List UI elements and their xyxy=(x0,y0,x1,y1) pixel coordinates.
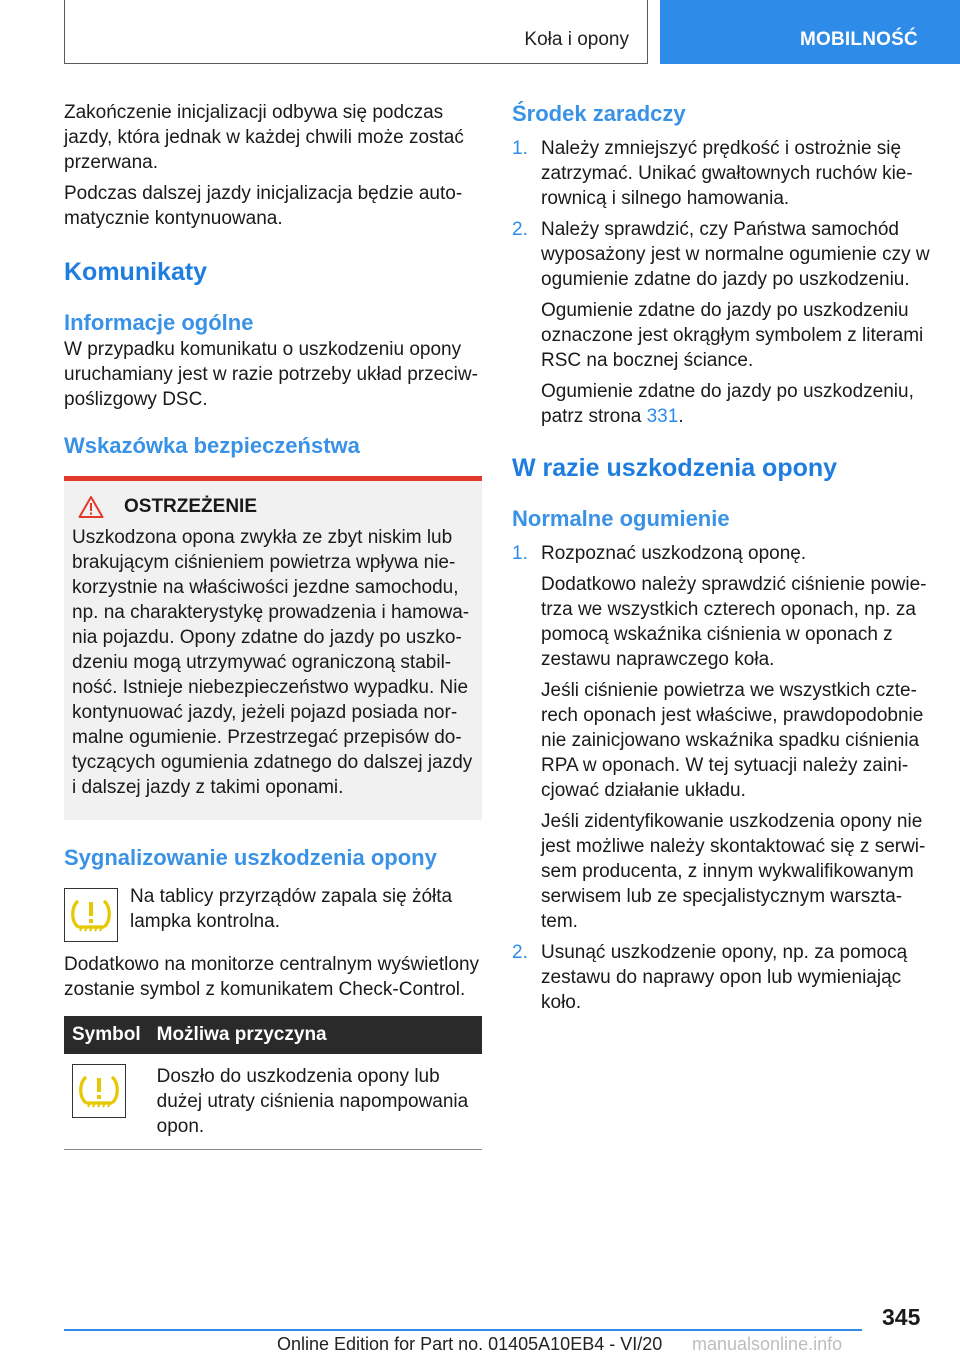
tire-pressure-warning-icon xyxy=(72,1064,126,1118)
table-cell-cause: Doszło do uszkodzenia opony lub dużej utraty ciśnienia napompowania opon. xyxy=(149,1054,482,1150)
header-section-box xyxy=(64,0,648,64)
page-number: 345 xyxy=(882,1304,921,1330)
step-number: 1. xyxy=(512,138,528,159)
warning-triangle-icon xyxy=(78,495,104,519)
monitor-paragraph: Dodatkowo na monitorze centralnym wyświetlony zostanie symbol z komunikatem Check-Control. xyxy=(64,954,480,1000)
heading-sygnalizowanie: Sygnalizowanie uszkodzenia opony xyxy=(64,845,437,870)
heading-komunikaty: Komunikaty xyxy=(64,258,208,286)
step-number: 2. xyxy=(512,219,528,240)
heading-srodek-zaradczy: Środek zaradczy xyxy=(512,101,686,126)
table-header-symbol: Symbol xyxy=(64,1016,149,1054)
step-text: Należy zmniejszyć prędkość i ostrożnie się zatrzymać. Unikać gwałtownych ruchów kierownicą i silnego hamowania. xyxy=(541,138,913,209)
tire-pressure-warning-icon xyxy=(64,888,118,942)
signal-text: Na tablicy przyrządów zapala się żółta lampka kontrolna. xyxy=(130,886,453,932)
info-paragraph: W przypadku komunikatu o uszkodzeniu opony uruchamiany jest w razie potrzeby układ przeciwpoślizgowy DSC. xyxy=(64,339,478,410)
heading-w-razie-uszkodzenia: W razie uszkodzenia opony xyxy=(512,454,838,482)
damage-steps xyxy=(512,541,930,1015)
list-item xyxy=(512,541,930,934)
warning-text: Uszkodzona opona zwykła ze zbyt niskim lub brakującym ciśnieniem powietrza wpływa niekorzystnie na właściwości jezdne samochodu, np. na charakterystykę prowadzenia i hamowania pojazdu. Opony zdatne do jazdy po uszkodzeniu mogą utrzymywać ograniczoną stabilność. Istnieje niebezpieczeństwo wypadku. Nie kontynuować jazdy, jeżeli pojazd posiada normalne ogumienie. Przestrzegać przepisów dotyczących ogumienia zdatnego do dalszej jazdy i dalszej jazdy z takimi oponami. xyxy=(72,527,473,798)
list-item xyxy=(512,940,930,1015)
step-extra-text: Ogumienie zdatne do jazdy po uszkodzeniu oznaczone jest okrągłym symbolem z literami RSC na bocznej ściance. xyxy=(541,300,924,371)
list-item xyxy=(512,136,930,211)
right-column xyxy=(512,100,930,1021)
step-extra-text: Dodatkowo należy sprawdzić ciśnienie powietrza we wszystkich czterech oponach, np. za pomocą wskaźnika ciśnienia w oponach z zestawu naprawczego koła. xyxy=(541,574,927,670)
step-text: Rozpoznać uszkodzoną oponę. xyxy=(541,543,807,564)
intro-paragraph-2: Podczas dalszej jazdy inicjalizacja będzie automatycznie kontynuowana. xyxy=(64,183,463,229)
table-cell-symbol xyxy=(64,1054,149,1150)
heading-informacje-ogolne: Informacje ogólne xyxy=(64,310,254,335)
warning-box xyxy=(64,476,482,820)
step-extra-text: Jeśli ciśnienie powietrza we wszystkich czterech oponach jest właściwe, prawdopodobnie nie zainicjowano wskaźnika spadku ciśnienia RPA w oponach. W tej sytuacji należy zainicjować działanie układu. xyxy=(541,680,924,801)
left-column xyxy=(64,100,482,1150)
page-link-331[interactable]: 331 xyxy=(646,406,679,427)
watermark: manualsonline.info xyxy=(692,1334,843,1354)
header-section-title: Koła i opony xyxy=(524,29,629,50)
step-text: Usunąć uszkodzenie opony, np. za pomocą zestawu do naprawy opon lub wymieniając koło. xyxy=(541,942,908,1013)
warning-title: OSTRZEŻENIE xyxy=(124,496,258,517)
header-chapter-tab: MOBILNOŚĆ xyxy=(660,0,960,64)
link-prefix: Ogumienie zdatne do jazdy po uszkodzeniu, patrz strona xyxy=(541,381,914,427)
table-row xyxy=(64,1054,482,1150)
heading-wskazowka: Wskazówka bezpieczeństwa xyxy=(64,433,360,458)
symbol-table xyxy=(64,1016,482,1150)
remedy-steps xyxy=(512,136,930,429)
link-suffix: . xyxy=(678,406,684,427)
heading-normalne-ogumienie: Normalne ogumienie xyxy=(512,506,730,531)
footer-edition: Online Edition for Part no. 01405A10EB4 - VI/20 xyxy=(277,1334,663,1354)
warning-header xyxy=(72,495,474,519)
step-extra-text-link-line xyxy=(541,379,930,429)
list-item xyxy=(512,217,930,429)
step-number: 1. xyxy=(512,543,528,564)
table-header-cause: Możliwa przyczyna xyxy=(149,1016,482,1054)
step-text: Należy sprawdzić, czy Państwa samochód wyposażony jest w normalne ogumienie czy w ogumienie zdatne do jazdy po uszkodzeniu. xyxy=(541,219,930,290)
step-number: 2. xyxy=(512,942,528,963)
intro-paragraph-1: Zakończenie inicjalizacji odbywa się podczas jazdy, która jednak w każdej chwili może zostać przerwana. xyxy=(64,102,464,173)
footer-divider xyxy=(64,1329,862,1331)
step-extra-text: Jeśli zidentyfikowanie uszkodzenia opony nie jest możliwe należy skontaktować się z serwisem producenta, z innym wykwalifikowanym serwisem lub ze specjalistycznym warsztatem. xyxy=(541,811,926,932)
signal-row xyxy=(64,884,482,942)
